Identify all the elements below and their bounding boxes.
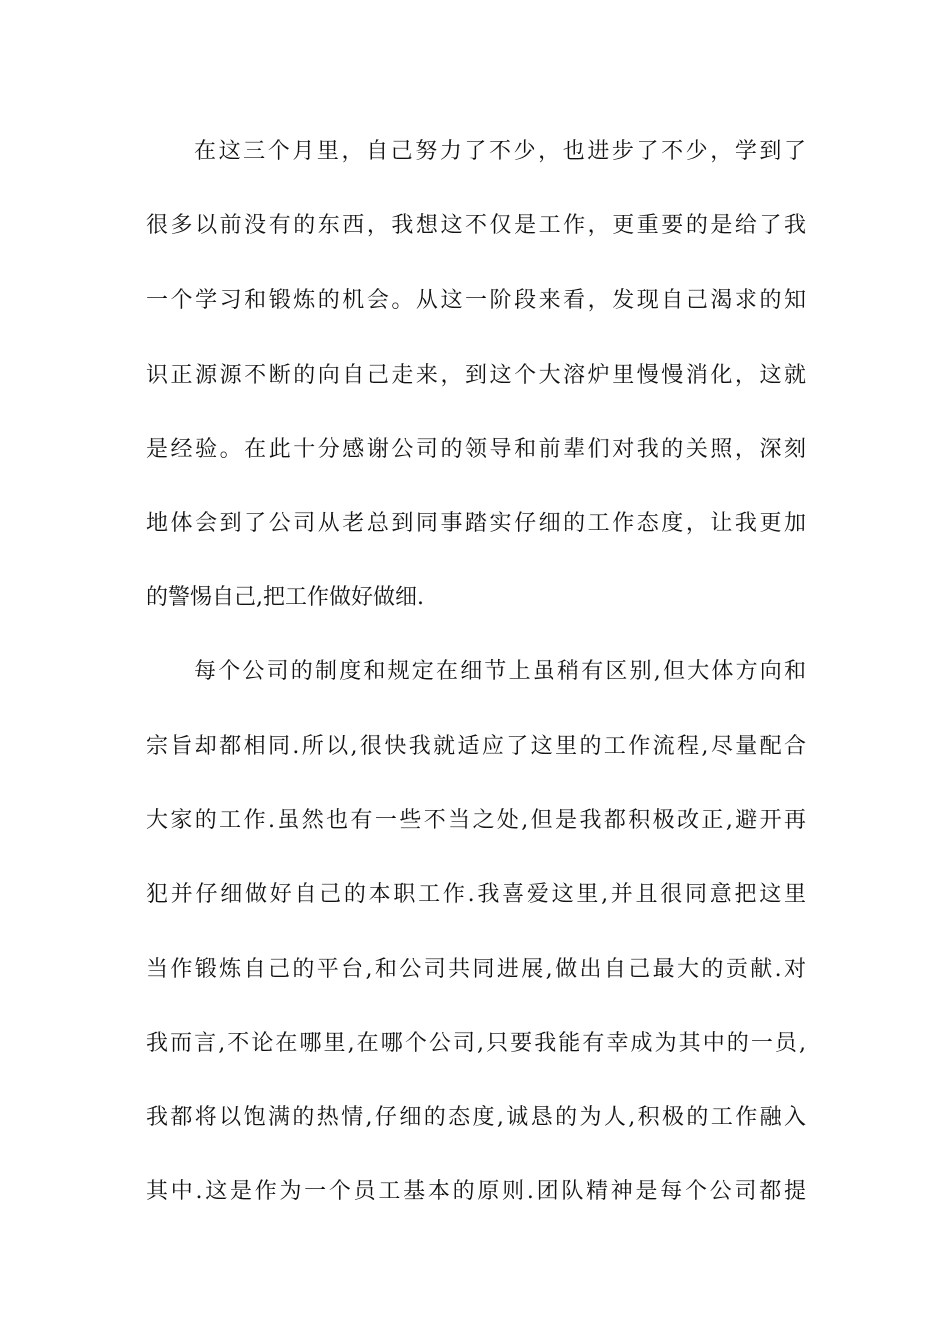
paragraph-1-line-2: 很多以前没有的东西，我想这不仅是工作，更重要的是给了我 xyxy=(146,213,806,238)
paragraph-1-line-3: 一个学习和锻炼的机会。从这一阶段来看，发现自己渴求的知 xyxy=(146,288,806,313)
paragraph-2-line-4: 犯并仔细做好自己的本职工作.我喜爱这里,并且很同意把这里 xyxy=(146,882,806,907)
paragraph-1-line-6: 地体会到了公司从老总到同事踏实仔细的工作态度，让我更加 xyxy=(146,511,806,536)
paragraph-2-line-6: 我而言,不论在哪里,在哪个公司,只要我能有幸成为其中的一员, xyxy=(146,1031,806,1056)
paragraph-2-line-7: 我都将以饱满的热情,仔细的态度,诚恳的为人,积极的工作融入 xyxy=(146,1105,806,1130)
paragraph-1-line-7: 的警惕自己,把工作做好做细. xyxy=(146,585,424,610)
paragraph-2-line-3: 大家的工作.虽然也有一些不当之处,但是我都积极改正,避开再 xyxy=(146,808,806,833)
paragraph-2-line-1: 每个公司的制度和规定在细节上虽稍有区别,但大体方向和 xyxy=(194,659,806,684)
paragraph-2-line-8: 其中.这是作为一个员工基本的原则.团队精神是每个公司都提 xyxy=(146,1179,806,1204)
paragraph-2-line-2: 宗旨却都相同.所以,很快我就适应了这里的工作流程,尽量配合 xyxy=(146,734,806,759)
paragraph-1-line-4: 识正源源不断的向自己走来，到这个大溶炉里慢慢消化，这就 xyxy=(146,363,806,388)
paragraph-1-line-1: 在这三个月里，自己努力了不少，也进步了不少，学到了 xyxy=(194,139,806,164)
paragraph-2-line-5: 当作锻炼自己的平台,和公司共同进展,做出自己最大的贡献.对 xyxy=(146,957,806,982)
paragraph-1-line-5: 是经验。在此十分感谢公司的领导和前辈们对我的关照，深刻 xyxy=(146,437,806,462)
